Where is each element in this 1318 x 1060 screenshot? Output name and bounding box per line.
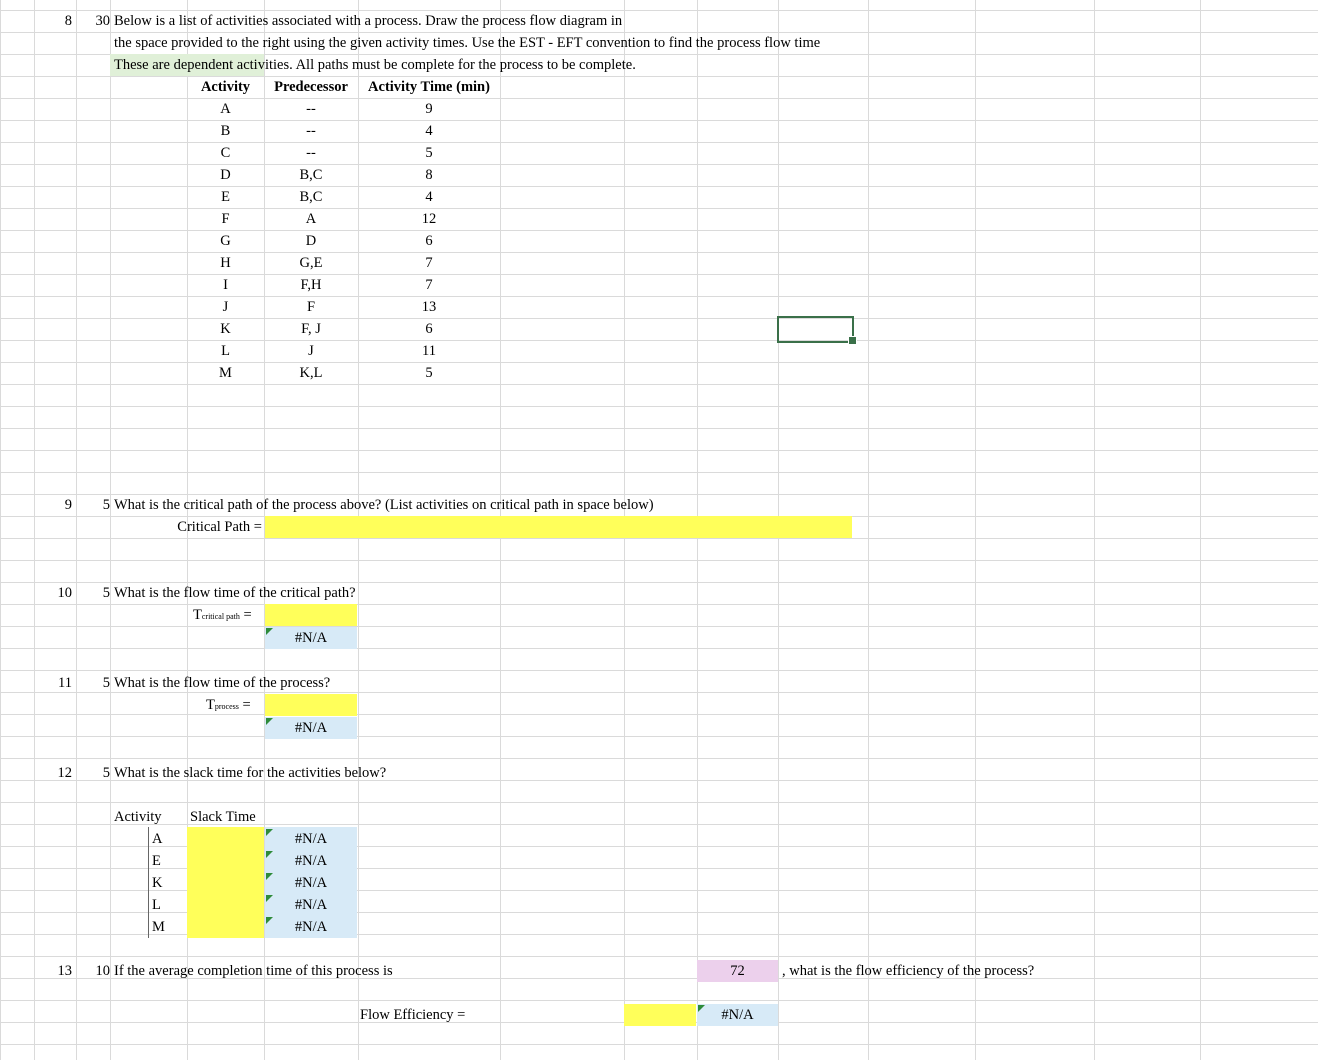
grid-column-line: [76, 0, 77, 1060]
activity-cell: A: [220, 101, 231, 117]
slack-activity-header: Activity: [114, 809, 162, 825]
process-time-label: [206, 694, 251, 716]
predecessor-cell: --: [306, 101, 316, 117]
fill-handle[interactable]: [848, 336, 857, 345]
slack-activity-cell: E: [152, 853, 161, 869]
activity-cell: G: [220, 233, 231, 249]
row-number-q13: 13: [57, 963, 72, 979]
activity-time-cell: 6: [425, 233, 433, 249]
question-text-line1: Below is a list of activities associated with a process. Draw the process flow diagram in: [114, 13, 623, 29]
predecessor-cell: --: [306, 123, 316, 139]
grid-column-line: [1094, 0, 1095, 1060]
average-completion-time-cell: 72: [697, 960, 778, 982]
grid-row-line: [0, 1044, 1318, 1045]
predecessor-cell: B,C: [299, 167, 323, 183]
error-indicator-icon[interactable]: [266, 718, 273, 725]
slack-check-cell: #N/A: [294, 919, 328, 935]
label-main: T: [193, 607, 202, 623]
predecessor-cell: K,L: [299, 365, 323, 381]
question-text-q11: What is the flow time of the process?: [114, 675, 331, 691]
slack-activity-cell: K: [152, 875, 163, 891]
slack-check-cell: #N/A: [294, 875, 328, 891]
grid-row-line: [0, 758, 1318, 759]
question-text-q13-continued: , what is the flow efficiency of the process?: [782, 963, 1035, 979]
slack-answer-cell[interactable]: [187, 850, 264, 872]
row-number-q9: 9: [64, 497, 72, 513]
activity-time-cell: 4: [425, 123, 433, 139]
label-main: T: [206, 697, 215, 713]
activity-time-cell: 4: [425, 189, 433, 205]
process-time-check-cell: #N/A: [265, 717, 357, 739]
activity-header: Activity: [200, 79, 251, 95]
slack-activity-cell: A: [152, 831, 163, 847]
slack-answer-cell[interactable]: [187, 872, 264, 894]
label-subscript: process: [214, 702, 239, 711]
grid-column-line: [975, 0, 976, 1060]
slack-activity-cell: L: [152, 897, 161, 913]
grid-row-line: [0, 472, 1318, 473]
question-text-q12: What is the slack time for the activities below?: [114, 765, 387, 781]
process-time-answer-cell[interactable]: [265, 694, 357, 716]
slack-answer-cell[interactable]: [187, 916, 264, 938]
slack-check-cell: #N/A: [294, 831, 328, 847]
grid-row-line: [0, 648, 1318, 649]
critical-path-time-label: [193, 604, 252, 626]
critical-path-time-check-cell: #N/A: [265, 627, 357, 649]
activity-time-cell: 12: [421, 211, 437, 227]
slack-check-cell: #N/A: [294, 853, 328, 869]
slack-time-header: Slack Time: [190, 809, 256, 825]
error-indicator-icon[interactable]: [698, 1005, 705, 1012]
predecessor-cell: D: [305, 233, 317, 249]
activity-time-cell: 5: [425, 365, 433, 381]
activity-cell: K: [220, 321, 231, 337]
activity-cell: I: [223, 277, 228, 293]
grid-row-line: [0, 428, 1318, 429]
row-number-q12: 12: [57, 765, 72, 781]
slack-answer-cell[interactable]: [187, 894, 264, 916]
flow-efficiency-check-cell: #N/A: [697, 1004, 778, 1026]
activity-cell: H: [220, 255, 231, 271]
question-text-line2: the space provided to the right using the given activity times. Use the EST - EFT convention to find the process flow time: [114, 35, 821, 51]
error-indicator-icon[interactable]: [266, 873, 273, 880]
slack-activity-cell: M: [152, 919, 165, 935]
grid-column-line: [34, 0, 35, 1060]
activity-time-cell: 9: [425, 101, 433, 117]
activity-cell: B: [220, 123, 231, 139]
grid-row-line: [0, 560, 1318, 561]
activity-time-cell: 6: [425, 321, 433, 337]
flow-efficiency-answer-cell[interactable]: [624, 1004, 696, 1026]
grid-row-line: [0, 538, 1318, 539]
critical-path-time-answer-cell[interactable]: [265, 604, 357, 626]
activity-cell: E: [221, 189, 230, 205]
question-text-q13: If the average completion time of this process is: [114, 963, 393, 979]
activity-time-cell: 7: [425, 277, 433, 293]
predecessor-cell: G,E: [299, 255, 323, 271]
points-q13: 10: [95, 963, 110, 979]
activity-time-cell: 11: [422, 343, 436, 359]
label-subscript: critical path: [201, 612, 240, 621]
activity-time-header: Activity Time (min): [368, 79, 490, 95]
points-q10: 5: [102, 585, 110, 601]
selected-cell[interactable]: [777, 316, 854, 343]
slack-answer-cell[interactable]: [187, 828, 264, 850]
points-q11: 5: [102, 675, 110, 691]
predecessor-cell: F, J: [301, 321, 321, 337]
grid-row-line: [0, 714, 1318, 715]
question-text-q9: What is the critical path of the process above? (List activities on critical path in space below): [114, 497, 654, 513]
points-q9: 5: [102, 497, 110, 513]
activity-time-cell: 8: [425, 167, 433, 183]
grid-row-line: [0, 670, 1318, 671]
activity-cell: L: [221, 343, 230, 359]
activity-time-cell: 7: [425, 255, 433, 271]
label-equals: =: [242, 697, 251, 713]
activity-cell: D: [220, 167, 231, 183]
grid-row-line: [0, 736, 1318, 737]
slack-table-border: [148, 827, 149, 938]
predecessor-cell: J: [308, 343, 314, 359]
activity-cell: F: [221, 211, 230, 227]
label-equals: =: [243, 607, 252, 623]
question-text-q10: What is the flow time of the critical path?: [114, 585, 356, 601]
error-indicator-icon[interactable]: [266, 851, 273, 858]
predecessor-cell: F: [306, 299, 316, 315]
grid-column-line: [1200, 0, 1201, 1060]
predecessor-cell: A: [305, 211, 317, 227]
predecessor-cell: B,C: [299, 189, 323, 205]
activity-time-cell: 13: [421, 299, 437, 315]
predecessor-cell: --: [306, 145, 316, 161]
grid-row-line: [0, 406, 1318, 407]
predecessor-cell: F,H: [300, 277, 322, 293]
grid-column-line: [868, 0, 869, 1060]
grid-row-line: [0, 1000, 1318, 1001]
predecessor-header: Predecessor: [274, 79, 348, 95]
grid-row-line: [0, 384, 1318, 385]
error-indicator-icon[interactable]: [266, 829, 273, 836]
activity-cell: M: [219, 365, 232, 381]
question-text-line3: These are dependent activities. All paths must be complete for the process to be complete.: [114, 57, 636, 73]
points-q8: 30: [95, 13, 110, 29]
grid-row-line: [0, 626, 1318, 627]
critical-path-answer-cell[interactable]: [265, 516, 852, 538]
points-q12: 5: [102, 765, 110, 781]
error-indicator-icon[interactable]: [266, 628, 273, 635]
grid-row-line: [0, 956, 1318, 957]
slack-check-cell: #N/A: [294, 897, 328, 913]
critical-path-label: Critical Path =: [177, 519, 262, 535]
flow-efficiency-label: Flow Efficiency =: [360, 1007, 466, 1023]
error-indicator-icon[interactable]: [266, 917, 273, 924]
row-number-q11: 11: [58, 675, 72, 691]
activity-cell: C: [220, 145, 231, 161]
row-number-q10: 10: [57, 585, 72, 601]
grid-row-line: [0, 450, 1318, 451]
row-number-q8: 8: [64, 13, 72, 29]
activity-time-cell: 5: [425, 145, 433, 161]
error-indicator-icon[interactable]: [266, 895, 273, 902]
activity-cell: J: [222, 299, 229, 315]
grid-column-line: [0, 0, 1, 1060]
grid-row-line: [0, 802, 1318, 803]
